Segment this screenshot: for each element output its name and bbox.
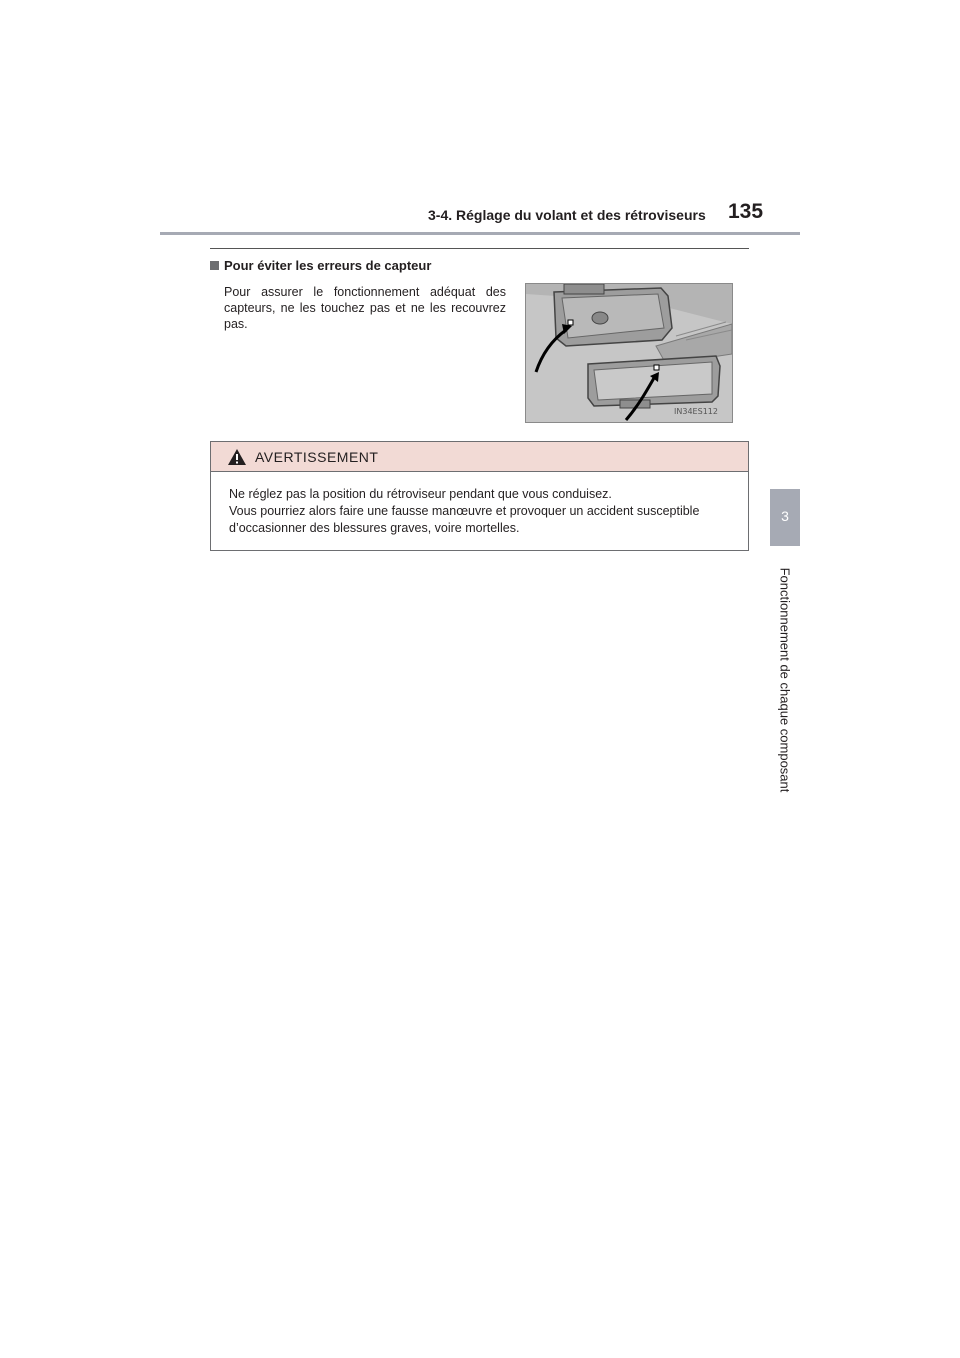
chapter-label: Fonctionnement de chaque composant (777, 567, 793, 793)
warning-triangle-icon (227, 448, 247, 466)
page-number: 135 (728, 200, 764, 223)
figure-code: IN34ES112 (674, 407, 718, 416)
warning-box (210, 441, 749, 551)
warning-body (229, 486, 741, 537)
chapter-tab (770, 489, 800, 546)
warning-title: AVERTISSEMENT (255, 448, 379, 465)
header-rule (160, 232, 800, 235)
chapter-number: 3 (781, 508, 789, 524)
section-divider (210, 248, 749, 249)
header-section-title: 3-4. Réglage du volant et des rétroviseurs (428, 207, 706, 223)
body-paragraph: Pour assurer le fonctionnement adéquat des capteurs, ne les touchez pas et ne les recouvrez pas. (224, 285, 506, 331)
warning-line-1: Ne réglez pas la position du rétroviseur pendant que vous conduisez. (229, 487, 612, 501)
square-bullet-icon (210, 261, 219, 270)
sub-heading (210, 258, 431, 273)
sub-heading-text: Pour éviter les erreurs de capteur (224, 258, 432, 273)
warning-header (211, 442, 748, 472)
mirror-sensor-illustration (525, 283, 733, 423)
warning-line-2: Vous pourriez alors faire une fausse manœuvre et provoquer un accident susceptible d’occasionner des blessures graves, voire mortelles. (229, 504, 700, 535)
mirror-illustration-svg (526, 284, 732, 422)
